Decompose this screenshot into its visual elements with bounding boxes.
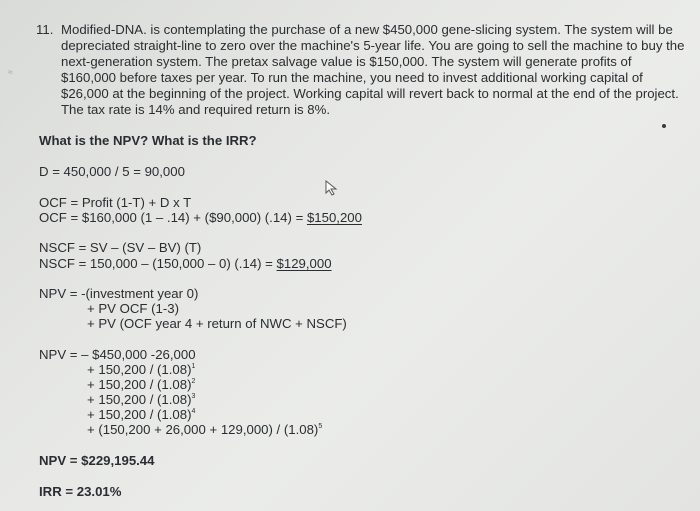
bullet-dot <box>662 124 666 128</box>
npv-term-text: + 150,200 / (1.08) <box>87 362 192 377</box>
ocf-formula: OCF = Profit (1-T) + D x T <box>39 195 192 210</box>
exponent: 3 <box>191 393 196 400</box>
problem-number: 11. <box>36 22 54 37</box>
exponent: 2 <box>191 378 196 385</box>
irr-result: IRR = 23.01% <box>39 484 122 499</box>
npv-calc-line-5 <box>87 407 195 422</box>
npv-formula-line-1: NPV = -(investment year 0) <box>39 286 199 301</box>
margin-mark: ≈ <box>8 67 13 77</box>
npv-calc-line-6 <box>87 422 322 437</box>
npv-calc-line-2 <box>87 362 195 377</box>
npv-term-text: + 150,200 / (1.08) <box>87 407 192 422</box>
depreciation-line: D = 450,000 / 5 = 90,000 <box>39 164 185 179</box>
ocf-calc-text: OCF = $160,000 (1 – .14) + ($90,000) (.14) = <box>39 210 307 225</box>
exponent: 1 <box>191 363 196 370</box>
npv-calc-line-3 <box>87 377 195 392</box>
npv-term-text: + 150,200 / (1.08) <box>87 392 192 407</box>
nscf-calc-text: NSCF = 150,000 – (150,000 – 0) (.14) = <box>39 256 277 271</box>
nscf-calculation <box>39 256 332 271</box>
nscf-result: $129,000 <box>276 256 332 271</box>
exponent: 4 <box>191 408 196 415</box>
mouse-cursor-icon <box>325 180 339 196</box>
nscf-formula: NSCF = SV – (SV – BV) (T) <box>39 240 202 255</box>
npv-term-text: + 150,200 / (1.08) <box>87 377 192 392</box>
exponent: 5 <box>318 423 323 430</box>
ocf-result: $150,200 <box>306 210 362 225</box>
ocf-calculation <box>39 210 362 225</box>
npv-calc-line-4 <box>87 392 195 407</box>
npv-term-text: + (150,200 + 26,000 + 129,000) / (1.08) <box>87 422 319 437</box>
problem-statement <box>36 22 686 118</box>
npv-result: NPV = $229,195.44 <box>39 453 155 468</box>
question-heading: What is the NPV? What is the IRR? <box>39 133 257 148</box>
npv-calc-line-1: NPV = – $450,000 -26,000 <box>39 347 196 362</box>
npv-formula-line-2: + PV OCF (1-3) <box>87 301 179 316</box>
problem-text: Modified-DNA. is contemplating the purchase of a new $450,000 gene-slicing system. The system will be depreciated straight-line to zero over the machine's 5-year life. You are going to sell the machine to buy the next-generation system. The pretax salvage value is $150,000. The system will generate profits of $160,000 before taxes per year. To run the machine, you need to invest additional working capital of $26,000 at the beginning of the project. Working capital will revert back to normal at the end of the project. The tax rate is 14% and required return is 8%. <box>61 22 685 117</box>
npv-formula-line-3: + PV (OCF year 4 + return of NWC + NSCF) <box>87 316 347 331</box>
